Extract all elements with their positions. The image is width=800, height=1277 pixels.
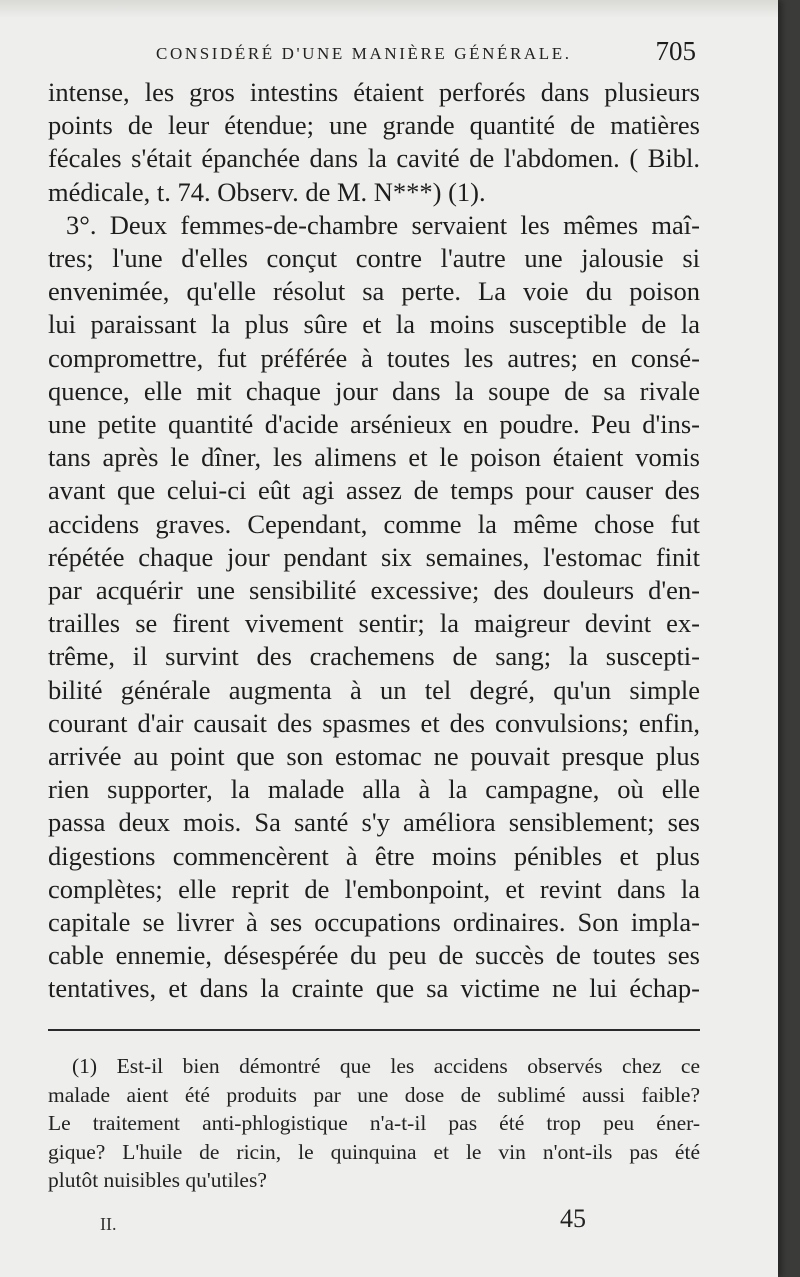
body-text: [48, 76, 700, 1006]
text-line: médicale, t. 74. Observ. de M. N***) (1).: [48, 176, 486, 207]
signature-mark: II.: [100, 1214, 117, 1234]
text-line: bilité générale augmenta à un tel degré, qu'un simple: [48, 674, 700, 705]
footnote-line: Le traitement anti-phlogistique n'a-t-il pas été trop peu éner-: [48, 1111, 700, 1136]
footnote: [48, 1052, 700, 1195]
text-line: quence, elle mit chaque jour dans la soupe de sa rivale: [48, 375, 700, 406]
page-header: [156, 36, 696, 76]
text-line: envenimée, qu'elle résolut sa perte. La voie du poison: [48, 276, 700, 307]
text-line: complètes; elle reprit de l'embonpoint, et revint dans la: [48, 873, 700, 904]
footnote-line: gique? L'huile de ricin, le quinquina et le vin n'ont-ils pas été: [48, 1139, 700, 1164]
text-line: cable ennemie, désespérée du peu de succès de toutes ses: [48, 940, 700, 971]
text-line: fécales s'était épanchée dans la cavité de l'abdomen. ( Bibl.: [48, 143, 700, 174]
text-line: accidens graves. Cependant, comme la même chose fut: [48, 508, 700, 539]
text-line: avant que celui-ci eût agi assez de temps pour causer des: [48, 475, 700, 506]
text-line: digestions commencèrent à être moins pénibles et plus: [48, 840, 700, 871]
text-line: 3°. Deux femmes-de-chambre servaient les mêmes maî-: [66, 209, 700, 240]
text-line: passa deux mois. Sa santé s'y améliora sensiblement; ses: [48, 807, 700, 838]
footnote-line: plutôt nuisibles qu'utiles?: [48, 1168, 267, 1193]
text-line: par acquérir une sensibilité excessive; des douleurs d'en-: [48, 575, 700, 606]
page-top-edge: [0, 0, 778, 18]
text-line: points de leur étendue; une grande quantité de matières: [48, 110, 700, 141]
text-line: trême, il survint des crachemens de sang; la suscepti-: [48, 641, 700, 672]
text-line: une petite quantité d'acide arsénieux en poudre. Peu d'ins-: [48, 409, 700, 440]
text-line: rien supporter, la malade alla à la campagne, où elle: [48, 774, 700, 805]
sheet-number: 45: [560, 1204, 586, 1233]
text-line: intense, les gros intestins étaient perforés dans plusieurs: [48, 77, 700, 107]
text-line: arrivée au point que son estomac ne pouvait presque plus: [48, 741, 700, 772]
page-number: 705: [655, 36, 696, 66]
text-line: tentatives, et dans la crainte que sa victime ne lui échap-: [48, 973, 700, 1004]
text-line: lui paraissant la plus sûre et la moins susceptible de la: [48, 309, 700, 340]
footnote-line: (1) Est-il bien démontré que les accidens observés chez ce: [72, 1054, 700, 1078]
text-line: trailles se firent vivement sentir; la maigreur devint ex-: [48, 608, 700, 639]
footnote-separator: [48, 1029, 700, 1031]
text-line: tres; l'une d'elles conçut contre l'autre une jalousie si: [48, 243, 700, 274]
text-line: capitale se livrer à ses occupations ordinaires. Son impla-: [48, 907, 700, 938]
text-line: courant d'air causait des spasmes et des convulsions; enfin,: [48, 707, 700, 738]
running-head: CONSIDÉRÉ D'UNE MANIÈRE GÉNÉRALE.: [156, 44, 572, 63]
text-line: tans après le dîner, les alimens et le poison étaient vomis: [48, 442, 700, 473]
text-line: compromettre, fut préférée à toutes les autres; en consé-: [48, 342, 700, 373]
text-line: répétée chaque jour pendant six semaines, l'estomac finit: [48, 541, 700, 572]
footnote-line: malade aient été produits par une dose de sublimé aussi faible?: [48, 1082, 700, 1107]
